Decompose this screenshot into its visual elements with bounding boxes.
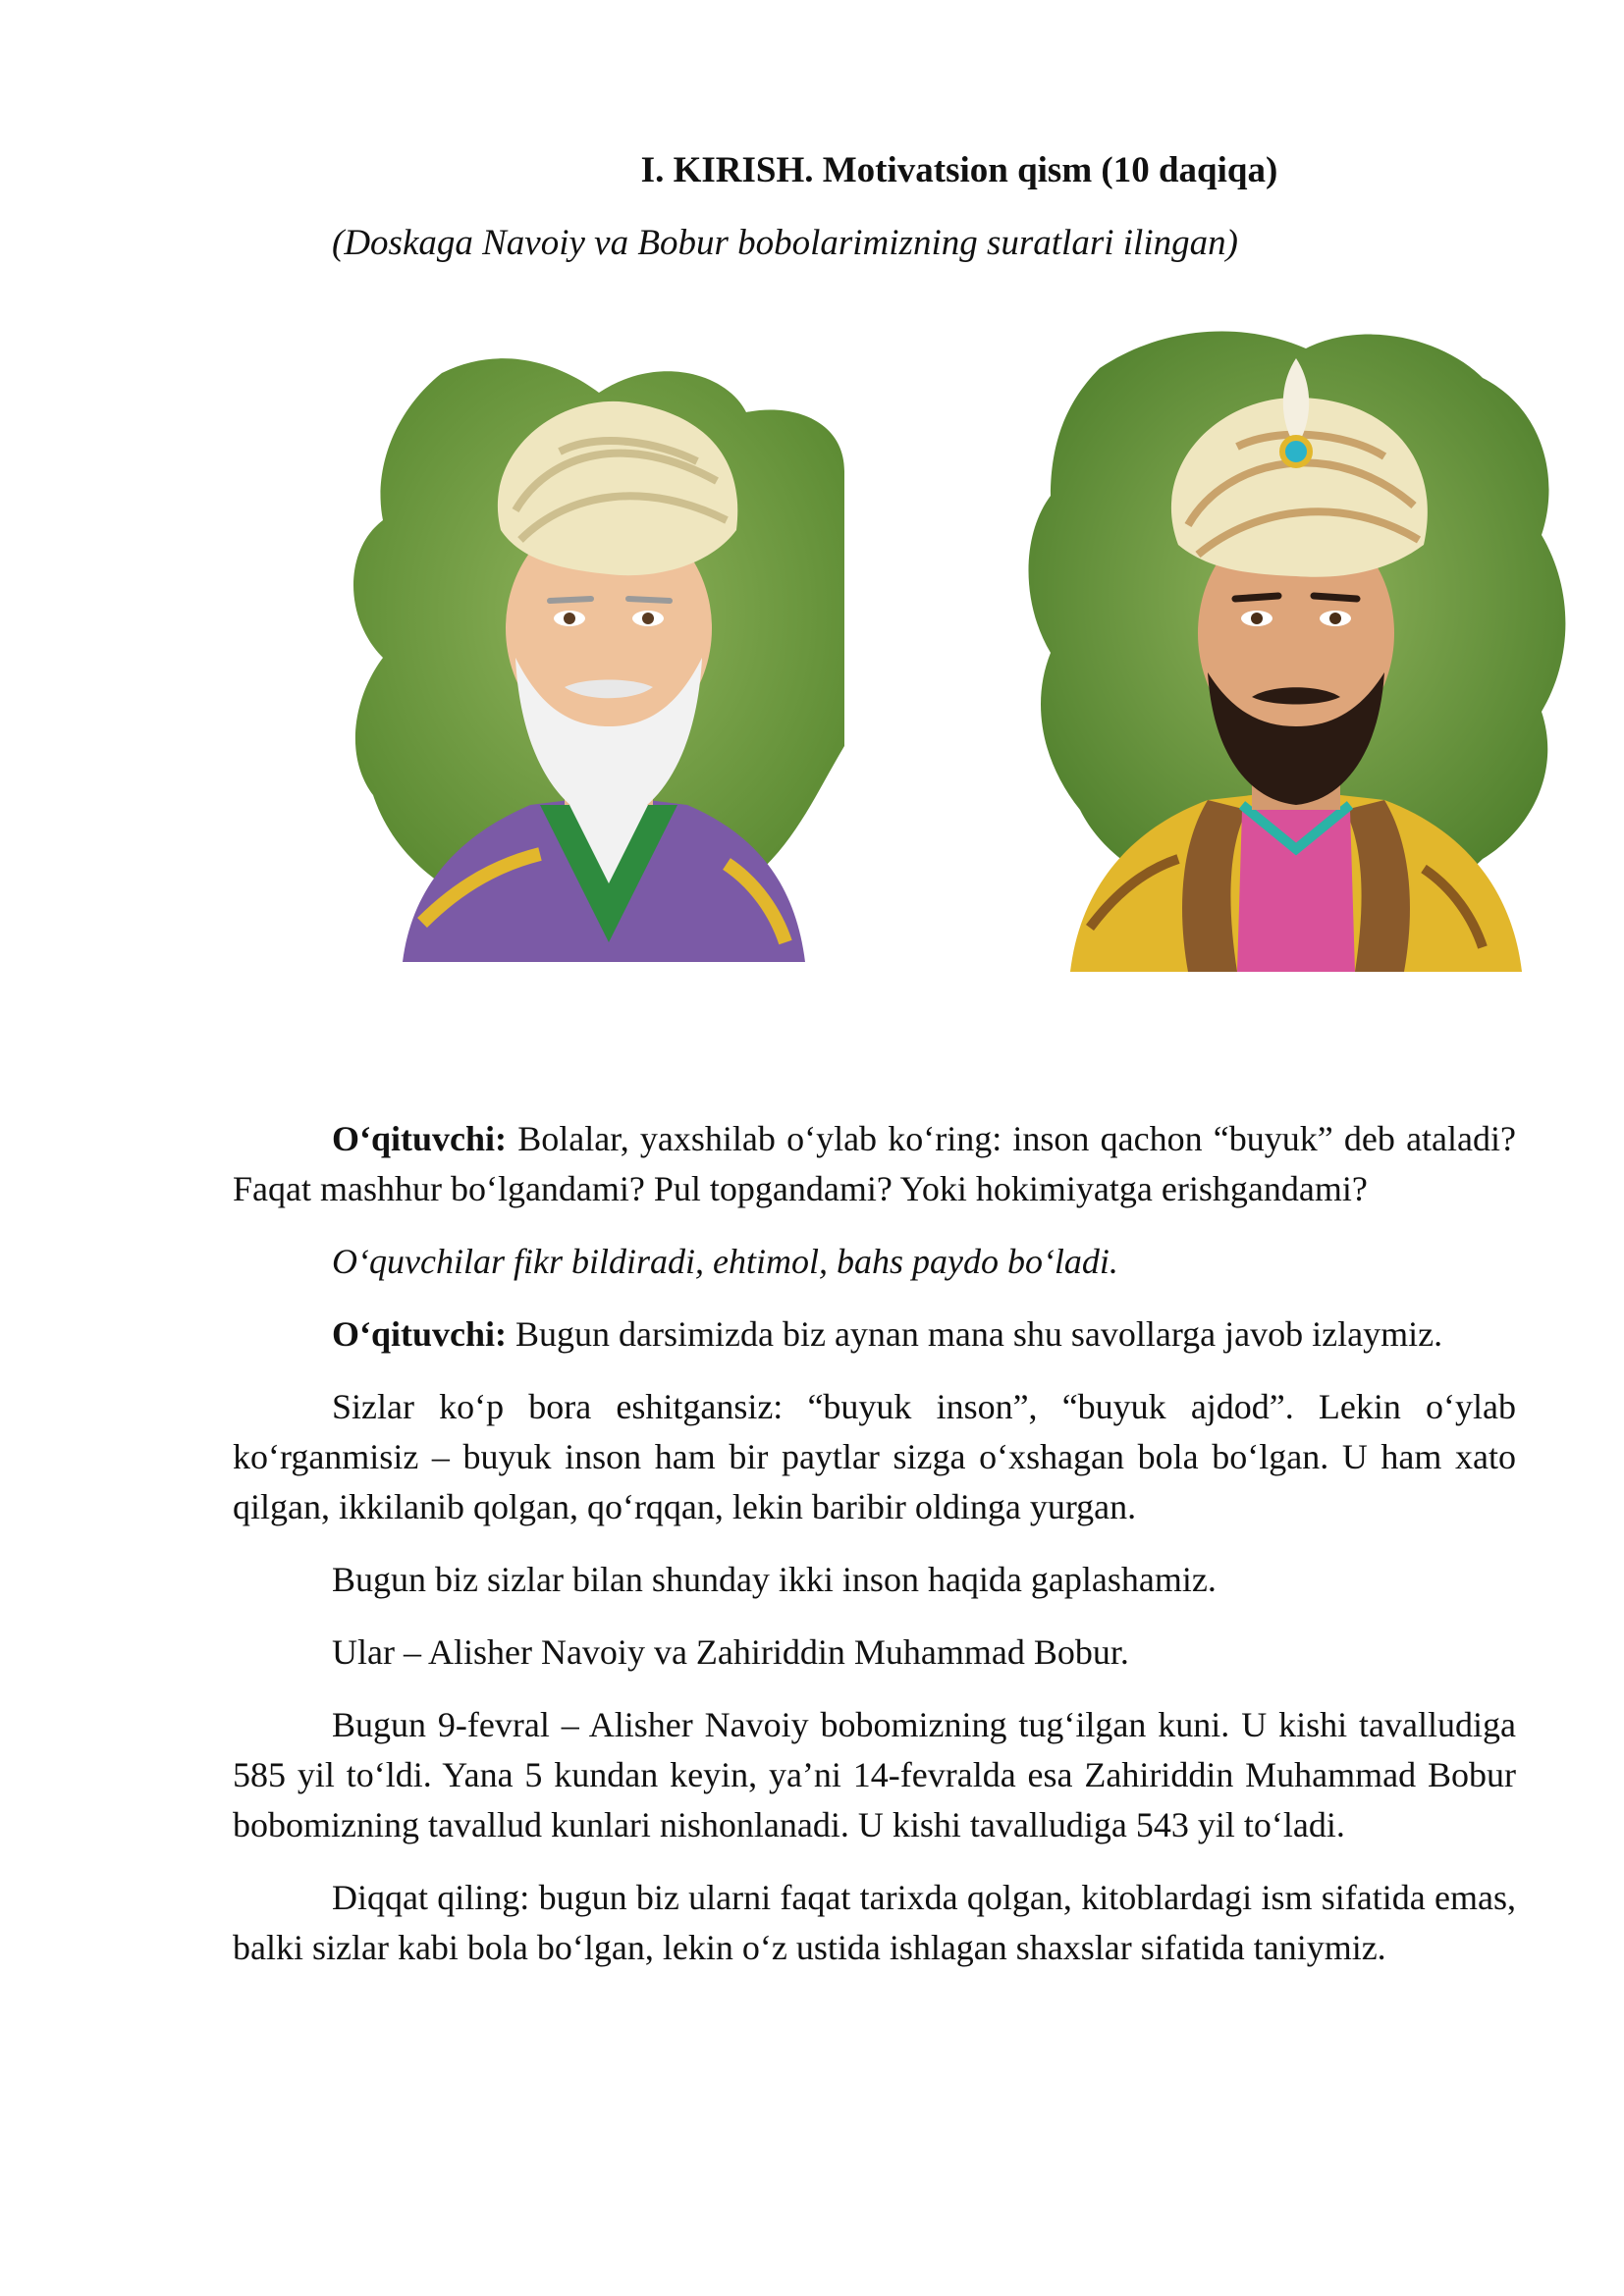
speaker-label: O‘qituvchi: (332, 1314, 508, 1354)
paragraph-3 (233, 1309, 1516, 1360)
paragraph-8: Diqqat qiling: bugun biz ularni faqat tarixda qolgan, kitoblardagi ism sifatida emas, balki sizlar kabi bola bo‘lgan, lekin o‘z ustida ishlagan shaxslar sifatida taniymiz. (233, 1878, 1516, 1967)
paragraph-5: Bugun biz sizlar bilan shunday ikki inson haqida gaplashamiz. (332, 1560, 1217, 1599)
section-title: I. KIRISH. Motivatsion qism (10 daqiqa) (640, 150, 1278, 190)
paragraph-text: Bugun darsimizda biz aynan mana shu savollarga javob izlaymiz. (507, 1314, 1443, 1354)
paragraph-6: Ular – Alisher Navoiy va Zahiriddin Muhammad Bobur. (332, 1632, 1129, 1672)
speaker-label: O‘qituvchi: (332, 1119, 508, 1158)
paragraph-7: Bugun 9-fevral – Alisher Navoiy bobomizning tug‘ilgan kuni. U kishi tavalludiga 585 yil to‘ldi. Yana 5 kundan keyin, ya’ni 14-fevralda esa Zahiriddin Muhammad Bobur bobomizning tavallud kunlari nishonlanadi. U kishi tavalludiga 543 yil to‘ladi. (233, 1705, 1516, 1844)
paragraph-2: O‘quvchilar fikr bildiradi, ehtimol, bahs paydo bo‘ladi. (332, 1242, 1118, 1281)
section-subtitle: (Doskaga Navoiy va Bobur bobolarimizning suratlari ilingan) (332, 223, 1238, 263)
paragraph-1 (233, 1114, 1516, 1214)
body-text (233, 1114, 1516, 1996)
paragraph-4: Sizlar ko‘p bora eshitgansiz: “buyuk inson”, “buyuk ajdod”. Lekin o‘ylab ko‘rganmisiz – buyuk inson ham bir paytlar sizga o‘xshagan bola bo‘lgan. U ham xato qilgan, ikkilanib qolgan, qo‘rqqan, lekin baribir oldinga yurgan. (233, 1387, 1516, 1526)
navoiy-portrait (334, 334, 884, 962)
bobur-portrait (1011, 319, 1581, 972)
paragraph-text: Bolalar, yaxshilab o‘ylab ko‘ring: inson qachon “buyuk” deb ataladi? Faqat mashhur bo‘lgandami? Pul topgandami? Yoki hokimiyatga erishgandami? (233, 1119, 1516, 1208)
